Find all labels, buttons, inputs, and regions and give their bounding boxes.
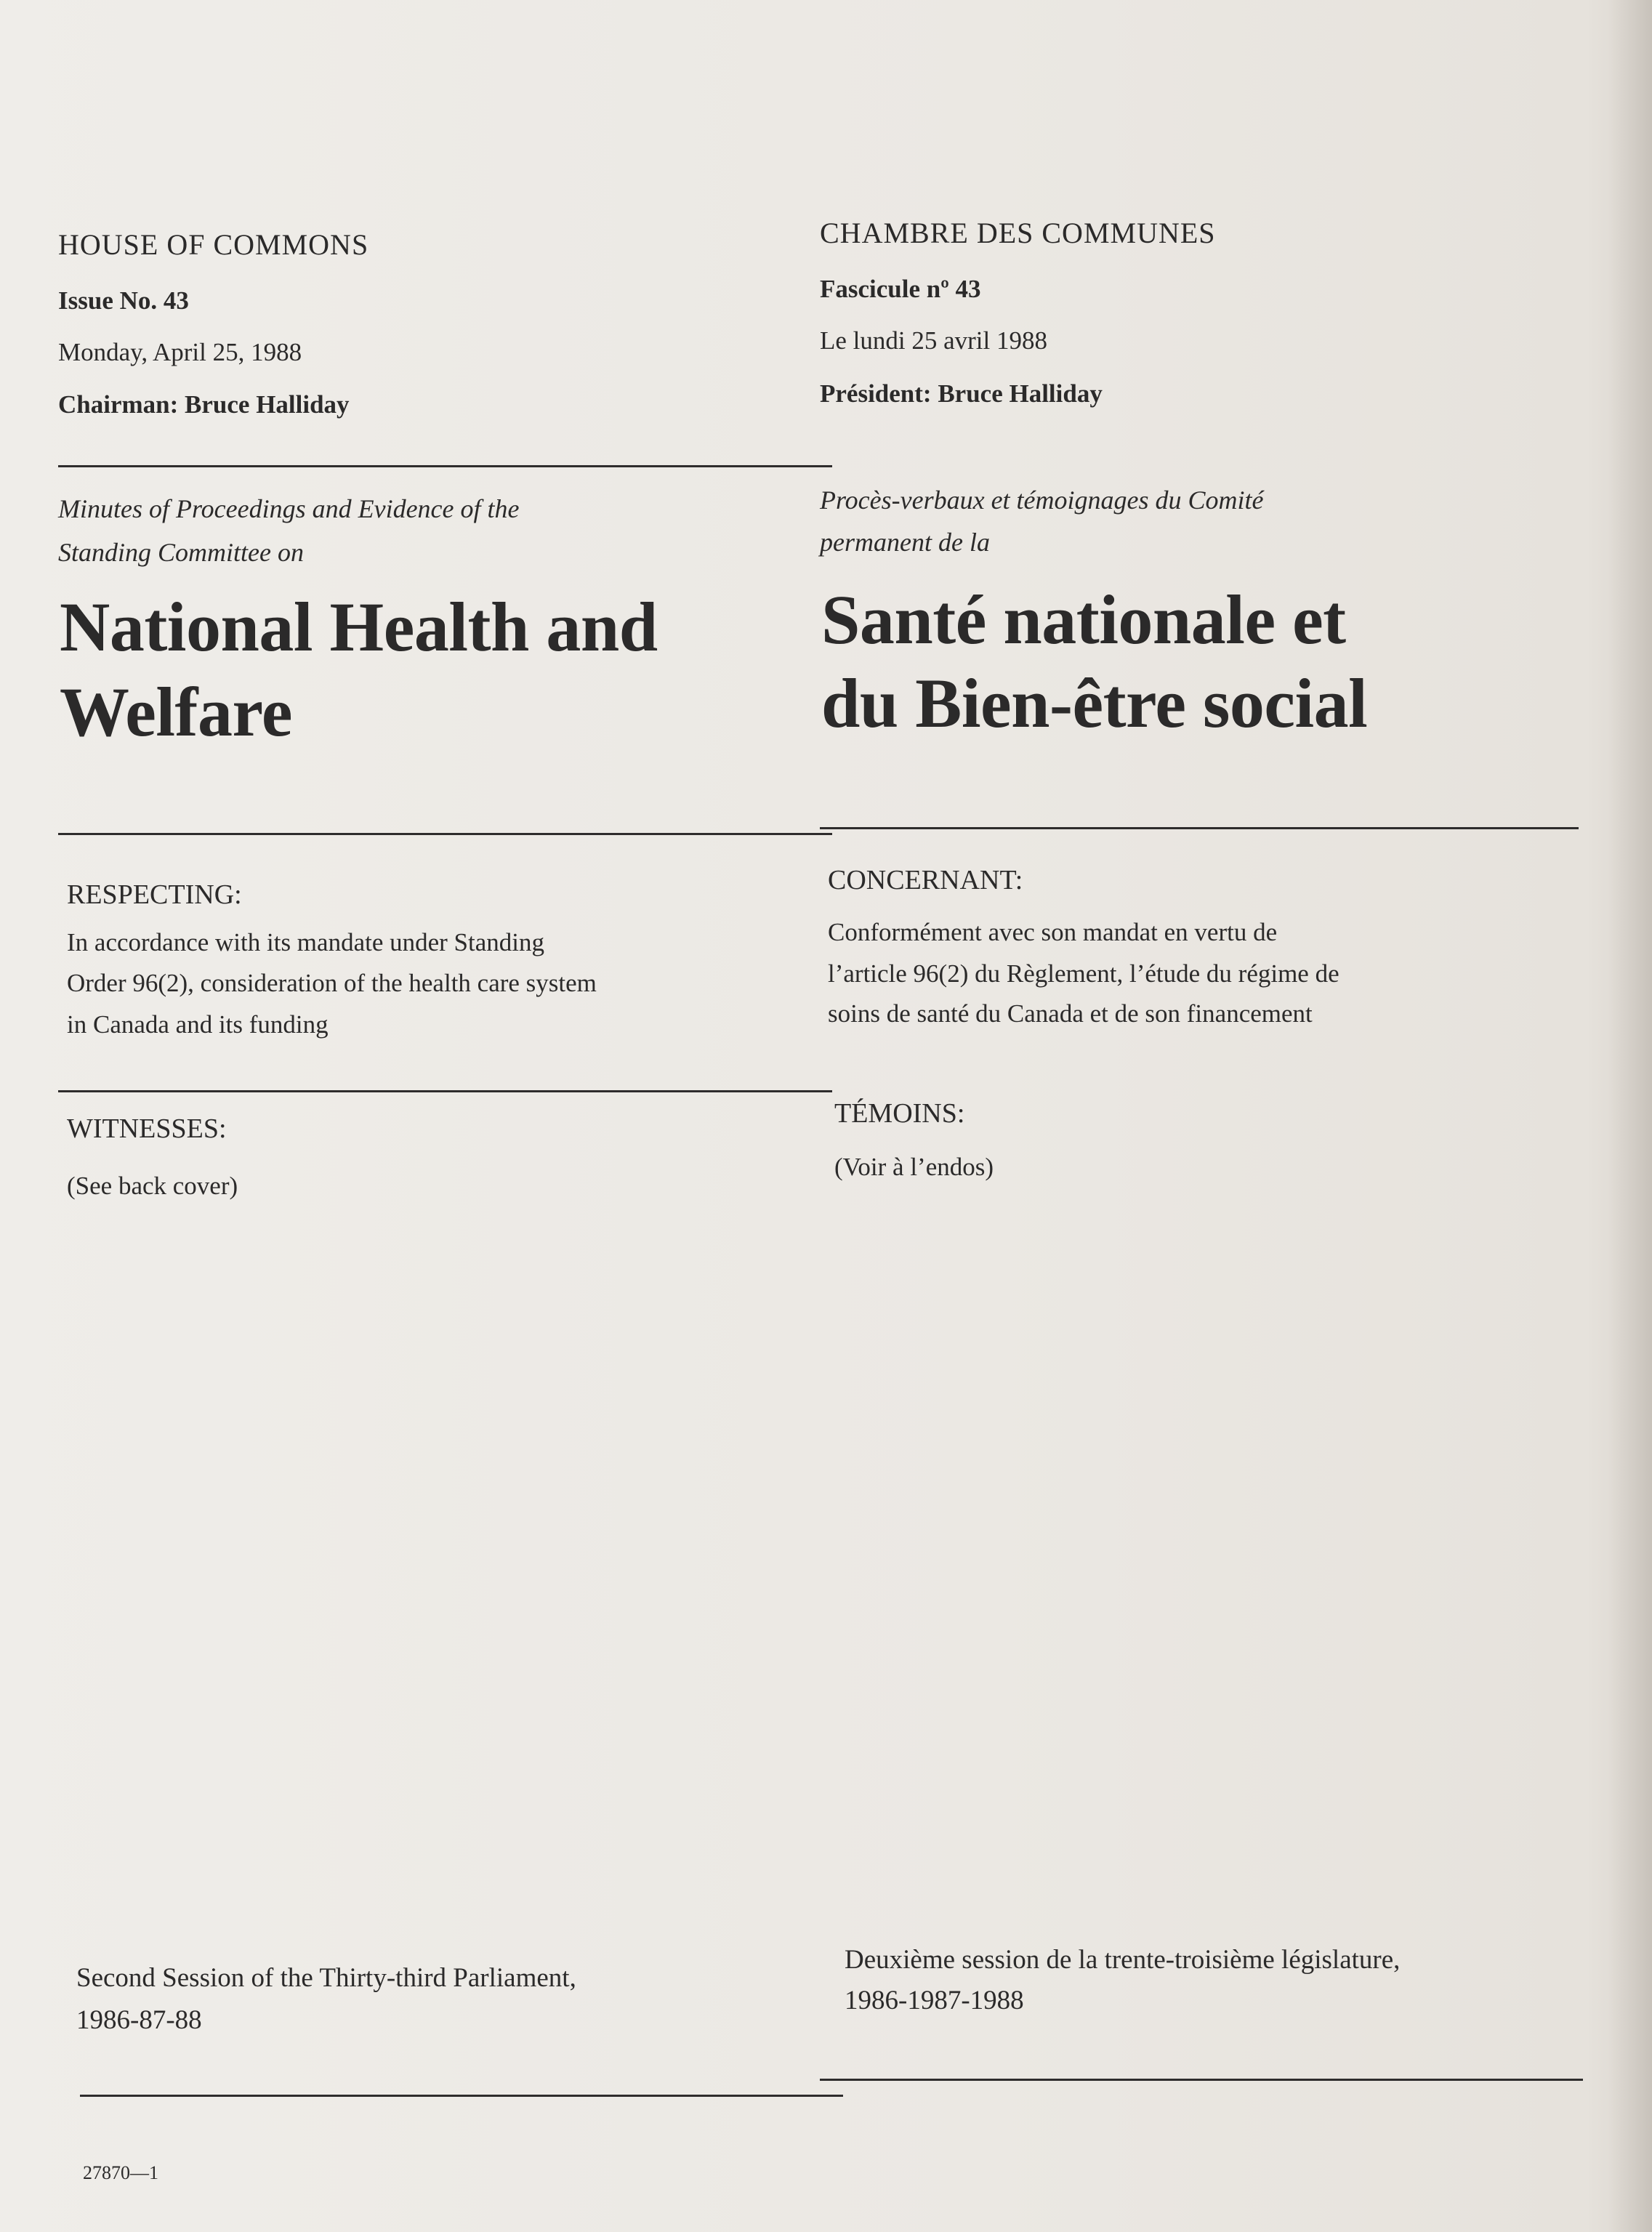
divider-rule — [58, 1090, 832, 1092]
divider-rule — [80, 2095, 843, 2097]
issue-number: Fascicule nº 43 — [820, 275, 981, 303]
respecting-line-2: Order 96(2), consideration of the health care system — [67, 969, 597, 997]
english-column — [58, 0, 843, 2232]
divider-rule — [820, 2079, 1583, 2081]
issue-number: Issue No. 43 — [58, 286, 189, 315]
respecting-line-3: in Canada and its funding — [67, 1010, 329, 1039]
intro-line-2: permanent de la — [820, 528, 990, 557]
session-line-2: 1986-87-88 — [76, 2005, 202, 2035]
chairman-line: Président: Bruce Halliday — [820, 379, 1103, 408]
session-line-1: Deuxième session de la trente-troisième législature, — [845, 1945, 1401, 1975]
concernant-label: CONCERNANT: — [828, 865, 1023, 895]
concernant-line-1: Conformément avec son mandat en vertu de — [828, 918, 1278, 946]
committee-title-line-2: du Bien-être social — [821, 664, 1368, 742]
witnesses-label: WITNESSES: — [67, 1113, 227, 1144]
meeting-date: Monday, April 25, 1988 — [58, 338, 302, 366]
session-line-1: Second Session of the Thirty-third Parliament, — [76, 1963, 576, 1993]
respecting-line-1: In accordance with its mandate under Standing — [67, 928, 545, 956]
divider-rule — [58, 833, 832, 835]
meeting-date: Le lundi 25 avril 1988 — [820, 326, 1048, 355]
committee-title-line-2: Welfare — [60, 673, 292, 751]
intro-line-1: Minutes of Proceedings and Evidence of the — [58, 494, 520, 523]
witnesses-text: (See back cover) — [67, 1172, 238, 1200]
divider-rule — [820, 827, 1579, 829]
temoins-text: (Voir à l’endos) — [834, 1153, 994, 1181]
intro-line-2: Standing Committee on — [58, 538, 304, 567]
divider-rule — [58, 465, 832, 467]
print-code: 27870—1 — [83, 2162, 158, 2183]
session-line-2: 1986-1987-1988 — [845, 1986, 1024, 2015]
concernant-line-2: l’article 96(2) du Règlement, l’étude du régime de — [828, 959, 1339, 988]
french-column — [820, 0, 1605, 2232]
committee-title-line-1: National Health and — [60, 588, 658, 666]
respecting-label: RESPECTING: — [67, 879, 242, 910]
chairman-line: Chairman: Bruce Halliday — [58, 390, 350, 419]
committee-title-line-1: Santé nationale et — [821, 581, 1346, 658]
temoins-label: TÉMOINS: — [834, 1098, 965, 1129]
page-edge-shadow — [1608, 0, 1652, 2232]
house-heading: CHAMBRE DES COMMUNES — [820, 217, 1216, 249]
intro-line-1: Procès-verbaux et témoignages du Comité — [820, 486, 1264, 515]
concernant-line-3: soins de santé du Canada et de son financement — [828, 999, 1313, 1028]
house-heading: HOUSE OF COMMONS — [58, 228, 369, 261]
